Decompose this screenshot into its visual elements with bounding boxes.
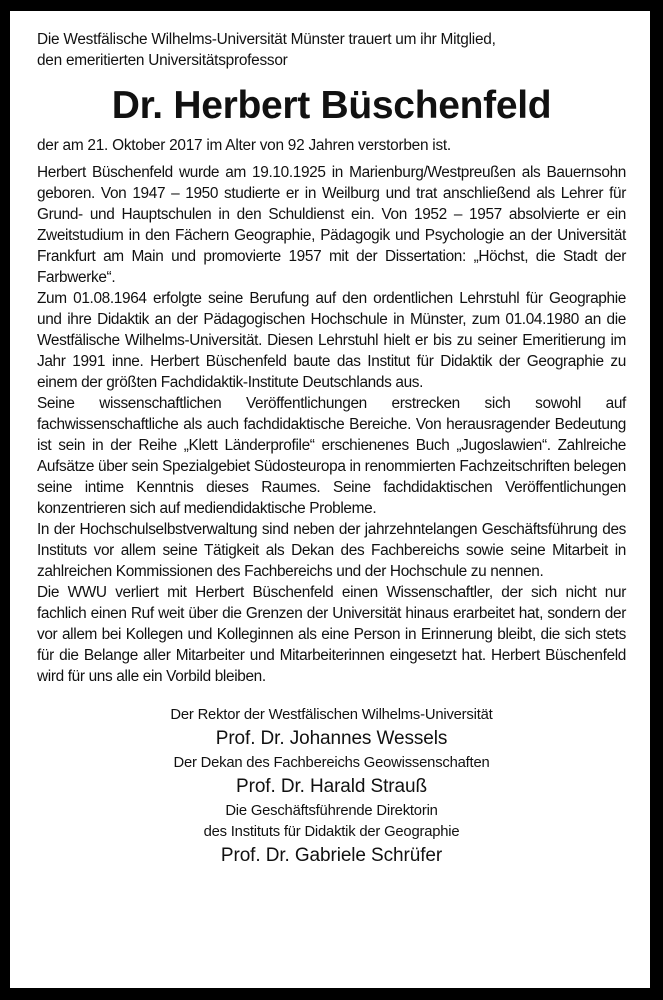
signature-role: des Instituts für Didaktik der Geographie — [203, 824, 460, 840]
signature-name: Prof. Dr. Harald Strauß — [236, 776, 427, 797]
signature-role: Die Geschäftsführende Direktorin — [225, 803, 438, 819]
biography-paragraph: Die WWU verliert mit Herbert Büschenfeld einen Wissenschaftler, der sich nicht nur fachlich einen Ruf weit über die Grenzen der Universität hinaus erarbeitet hat, sondern der vor allem bei Kollegen und Kolleginnen als eine Person in Erinnerung bleibt, die sich stets für die Belange aller Mitarbeiter und Mitarbeiterinnen eingesetzt hat. Herbert Büschenfeld wird für uns alle ein Vorbild bleiben. — [37, 584, 626, 685]
signatures — [37, 705, 626, 868]
signature-name: Prof. Dr. Gabriele Schrüfer — [220, 845, 443, 866]
biography-paragraph: Herbert Büschenfeld wurde am 19.10.1925 in Marienburg/Westpreußen als Bauernsohn geboren. Von 1947 – 1950 studierte er in Weilburg und trat anschließend als Lehrer für Grund- und Hauptschulen in den Schuldienst ein. Von 1952 – 1957 absolvierte er ein Zweitstudium in den Fächern Geographie, Pädagogik und Psychologie an der Universität Frankfurt am Main und promovierte 1957 mit der Dissertation: „Höchst, die Stadt der Farbwerke“. — [37, 164, 626, 286]
signature-name: Prof. Dr. Johannes Wessels — [215, 728, 448, 749]
intro-text — [37, 29, 626, 71]
biography-paragraph: Seine wissenschaftlichen Veröffentlichungen erstrecken sich sowohl auf fachwissenschaftliche als auch fachdidaktische Bereiche. Von herausragender Bedeutung ist sein in der Reihe „Klett Länderprofile“ erschienenes Buch „Jugoslawien“. Zahlreiche Aufsätze über sein Spezialgebiet Südosteuropa in renommierten Fachzeitschriften belegen seine intime Kenntnis dieses Raumes. Seine fachdidaktischen Veröffentlichungen konzentrieren sich auf mediendidaktische Probleme. — [37, 395, 626, 517]
intro-line: Die Westfälische Wilhelms-Universität Münster trauert um ihr Mitglied, — [37, 31, 496, 48]
intro-line: den emeritierten Universitätsprofessor — [37, 52, 288, 69]
signature-block — [37, 753, 626, 799]
biography — [37, 162, 626, 687]
deceased-name: Dr. Herbert Büschenfeld — [111, 84, 552, 127]
biography-paragraph: In der Hochschulselbstverwaltung sind neben der jahrzehntelangen Geschäftsführung des Instituts vor allem seine Tätigkeit als Dekan des Fachbereichs sowie seine Mitarbeit in zahlreichen Kommissionen des Fachbereichs und der Hochschule zu nennen. — [37, 521, 626, 580]
signature-block — [37, 801, 626, 868]
biography-paragraph: Zum 01.08.1964 erfolgte seine Berufung auf den ordentlichen Lehrstuhl für Geographie und ihre Didaktik an der Pädagogischen Hochschule in Münster, zum 01.04.1980 an die Westfälische Wilhelms-Universität. Diesen Lehrstuhl hielt er bis zu seiner Emeritierung im Jahr 1991 inne. Herbert Büschenfeld baute das Institut für Didaktik der Geographie zu einem der größten Fachdidaktik-Institute Deutschlands aus. — [37, 290, 626, 391]
signature-block — [37, 705, 626, 751]
signature-role: Der Dekan des Fachbereichs Geowissenschaften — [173, 755, 490, 771]
death-statement: der am 21. Oktober 2017 im Alter von 92 Jahren verstorben ist. — [37, 137, 451, 154]
obituary-notice — [10, 11, 650, 988]
signature-role: Der Rektor der Westfälischen Wilhelms-Universität — [170, 707, 493, 723]
